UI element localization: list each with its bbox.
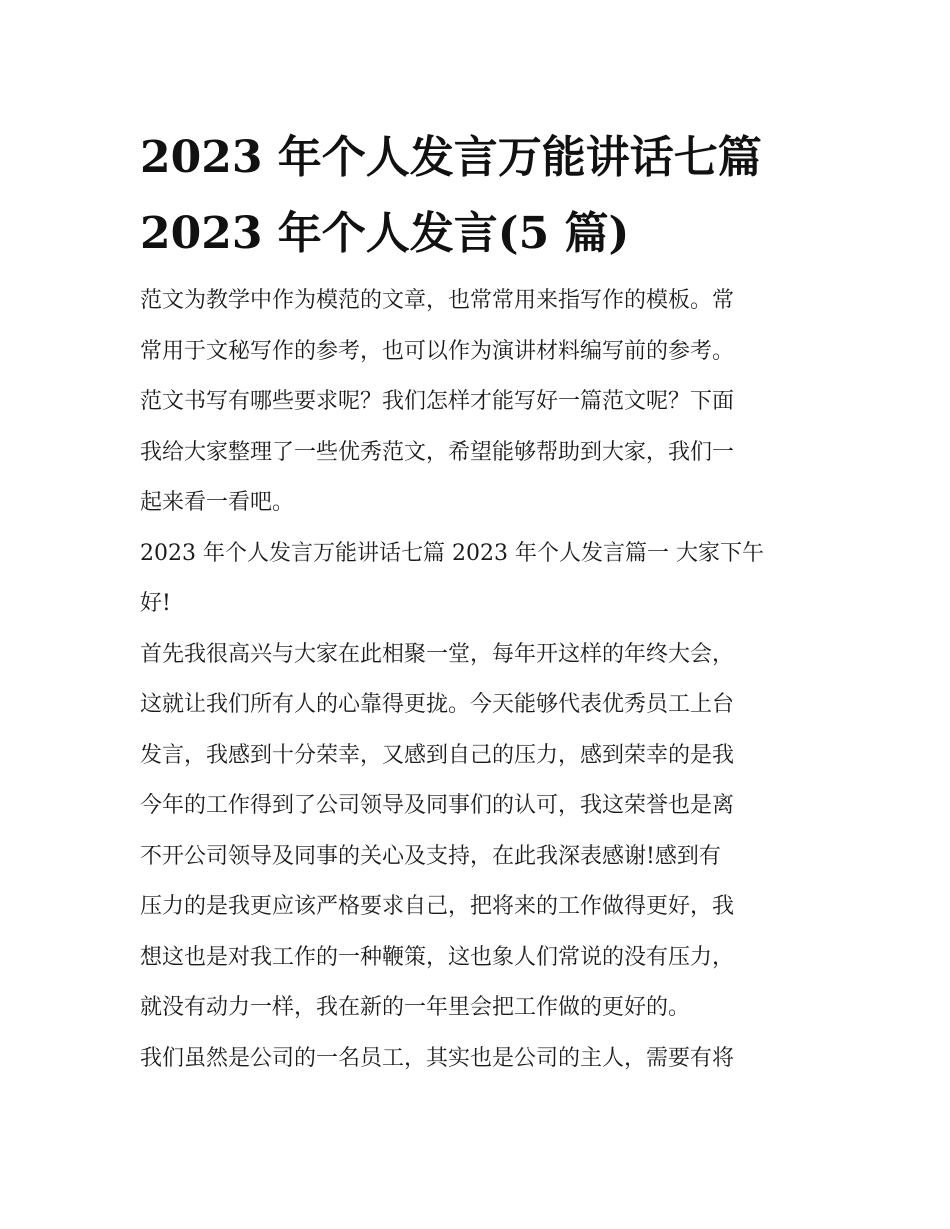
text-line: 不开公司领导及同事的关心及支持，在此我深表感谢!感到有 xyxy=(140,843,721,869)
title-line-2: 2023 年个人发言(5 篇) xyxy=(140,208,630,259)
text-line: 这就让我们所有人的心靠得更拢。今天能够代表优秀员工上台 xyxy=(140,692,735,717)
text-line: 压力的是我更应该严格要求自己，把将来的工作做得更好，我 xyxy=(140,894,735,919)
text-line: 2023 年个人发言万能讲话七篇 2023 年个人发言篇一 大家下午 xyxy=(140,540,764,566)
title-line-1: 2023 年个人发言万能讲话七篇 xyxy=(140,132,762,183)
document-body xyxy=(140,276,820,1084)
text-line: 想这也是对我工作的一种鞭策，这也象人们常说的没有压力， xyxy=(140,944,735,970)
paragraph-heading xyxy=(140,529,820,630)
text-line: 首先我很高兴与大家在此相聚一堂，每年开这样的年终大会， xyxy=(140,641,735,667)
text-line: 就没有动力一样，我在新的一年里会把工作做的更好的。 xyxy=(140,995,691,1020)
text-line: 起来看一看吧。 xyxy=(140,490,295,515)
text-line: 常用于文秘写作的参考，也可以作为演讲材料编写前的参考。 xyxy=(140,338,735,364)
paragraph-speech xyxy=(140,630,820,1034)
text-line: 好! xyxy=(140,591,171,616)
paragraph-closing xyxy=(140,1034,820,1085)
document-title xyxy=(140,120,830,272)
text-line: 我给大家整理了一些优秀范文，希望能够帮助到大家，我们一 xyxy=(140,439,735,465)
text-line: 我们虽然是公司的一名员工，其实也是公司的主人，需要有将 xyxy=(140,1045,735,1071)
text-line: 范文为教学中作为模范的文章，也常常用来指写作的模板。常 xyxy=(140,288,735,313)
text-line: 范文书写有哪些要求呢？我们怎样才能写好一篇范文呢？下面 xyxy=(140,389,735,414)
paragraph-intro xyxy=(140,276,820,529)
text-line: 发言，我感到十分荣幸，又感到自己的压力，感到荣幸的是我 xyxy=(140,742,735,768)
text-line: 今年的工作得到了公司领导及同事们的认可，我这荣誉也是离 xyxy=(140,793,735,818)
